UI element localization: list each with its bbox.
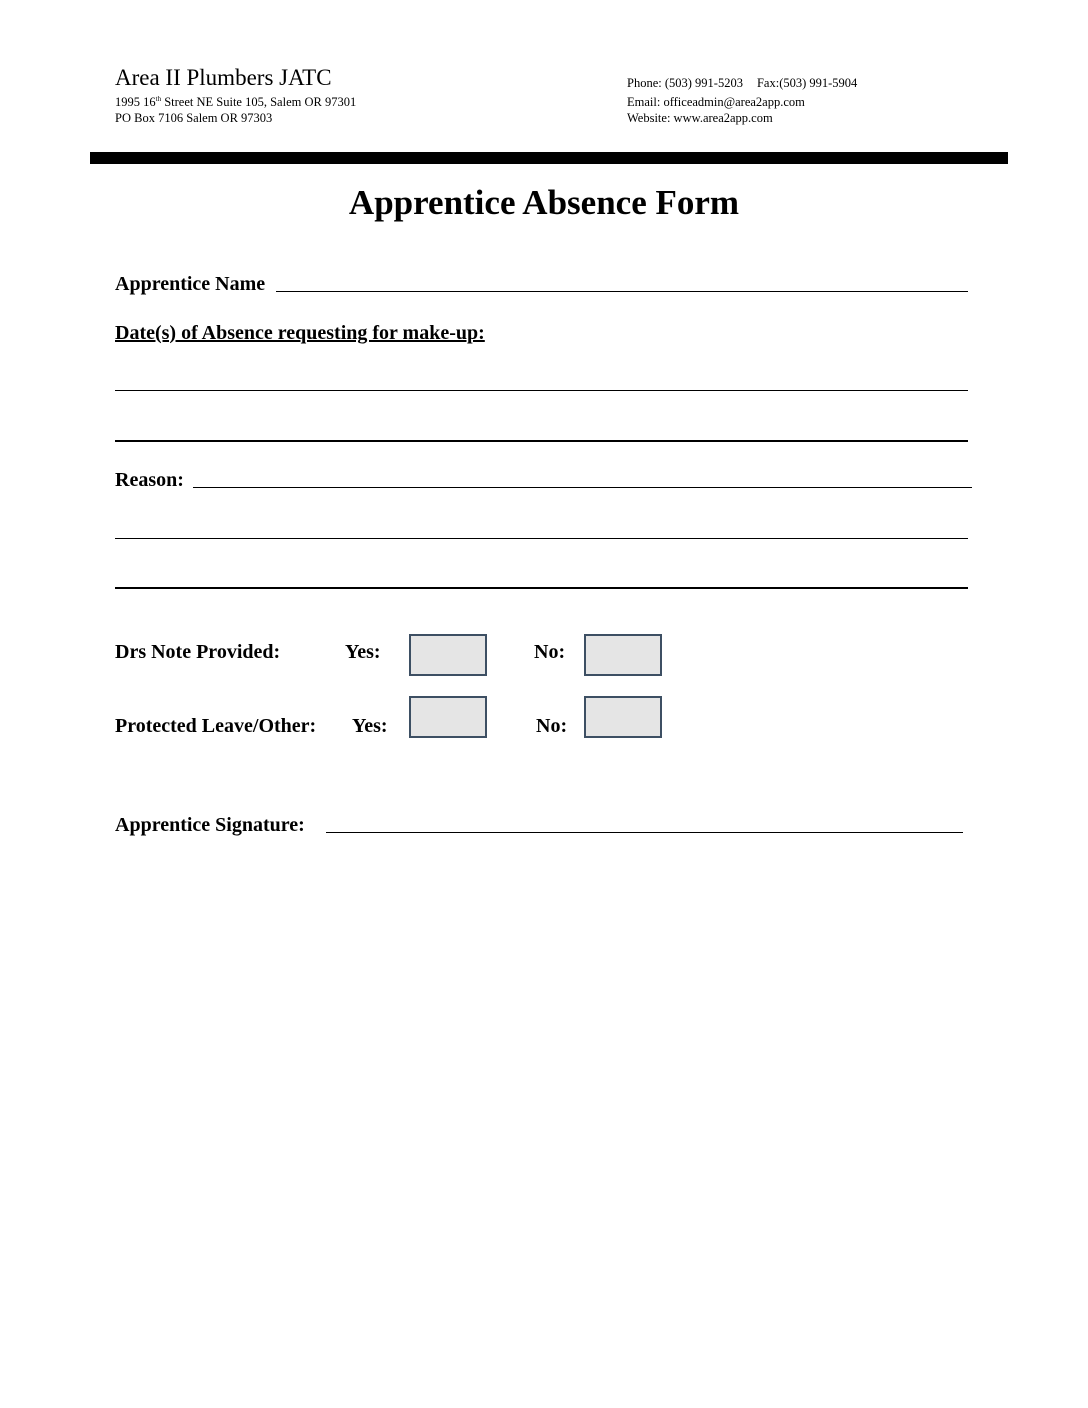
signature-label: Apprentice Signature: [115,814,305,836]
drs-note-no-checkbox[interactable] [584,634,662,676]
fax-number: Fax:(503) 991-5904 [756,76,858,90]
phone-number: Phone: (503) 991-5203 [627,76,743,90]
protected-leave-no-label: No: [536,715,568,737]
signature-field[interactable] [326,832,963,833]
reason-label: Reason: [115,469,184,491]
reason-field-1[interactable] [193,487,972,488]
website: Website: www.area2app.com [627,111,773,125]
drs-note-label: Drs Note Provided: [115,641,281,663]
drs-note-yes-checkbox[interactable] [409,634,487,676]
reason-field-2[interactable] [115,538,968,539]
drs-note-yes-label: Yes: [345,641,381,663]
header-divider [90,152,1008,164]
protected-leave-no-checkbox[interactable] [584,696,662,738]
street-address: 1995 16th Street NE Suite 105, Salem OR 97301 [115,95,357,109]
protected-leave-yes-checkbox[interactable] [409,696,487,738]
apprentice-name-label: Apprentice Name [115,273,266,295]
absence-dates-field-2[interactable] [115,440,968,442]
absence-dates-label: Date(s) of Absence requesting for make-up: [115,322,485,344]
protected-leave-label: Protected Leave/Other: [115,715,317,737]
email-address: Email: officeadmin@area2app.com [627,95,805,109]
organization-name: Area II Plumbers JATC [115,65,332,90]
apprentice-name-field[interactable] [276,291,968,292]
protected-leave-yes-label: Yes: [352,715,388,737]
absence-dates-field-1[interactable] [115,390,968,391]
phone-fax-line [627,76,857,90]
reason-field-3[interactable] [115,587,968,589]
po-box-address: PO Box 7106 Salem OR 97303 [115,111,273,125]
drs-note-no-label: No: [534,641,566,663]
form-title: Apprentice Absence Form [348,183,740,222]
